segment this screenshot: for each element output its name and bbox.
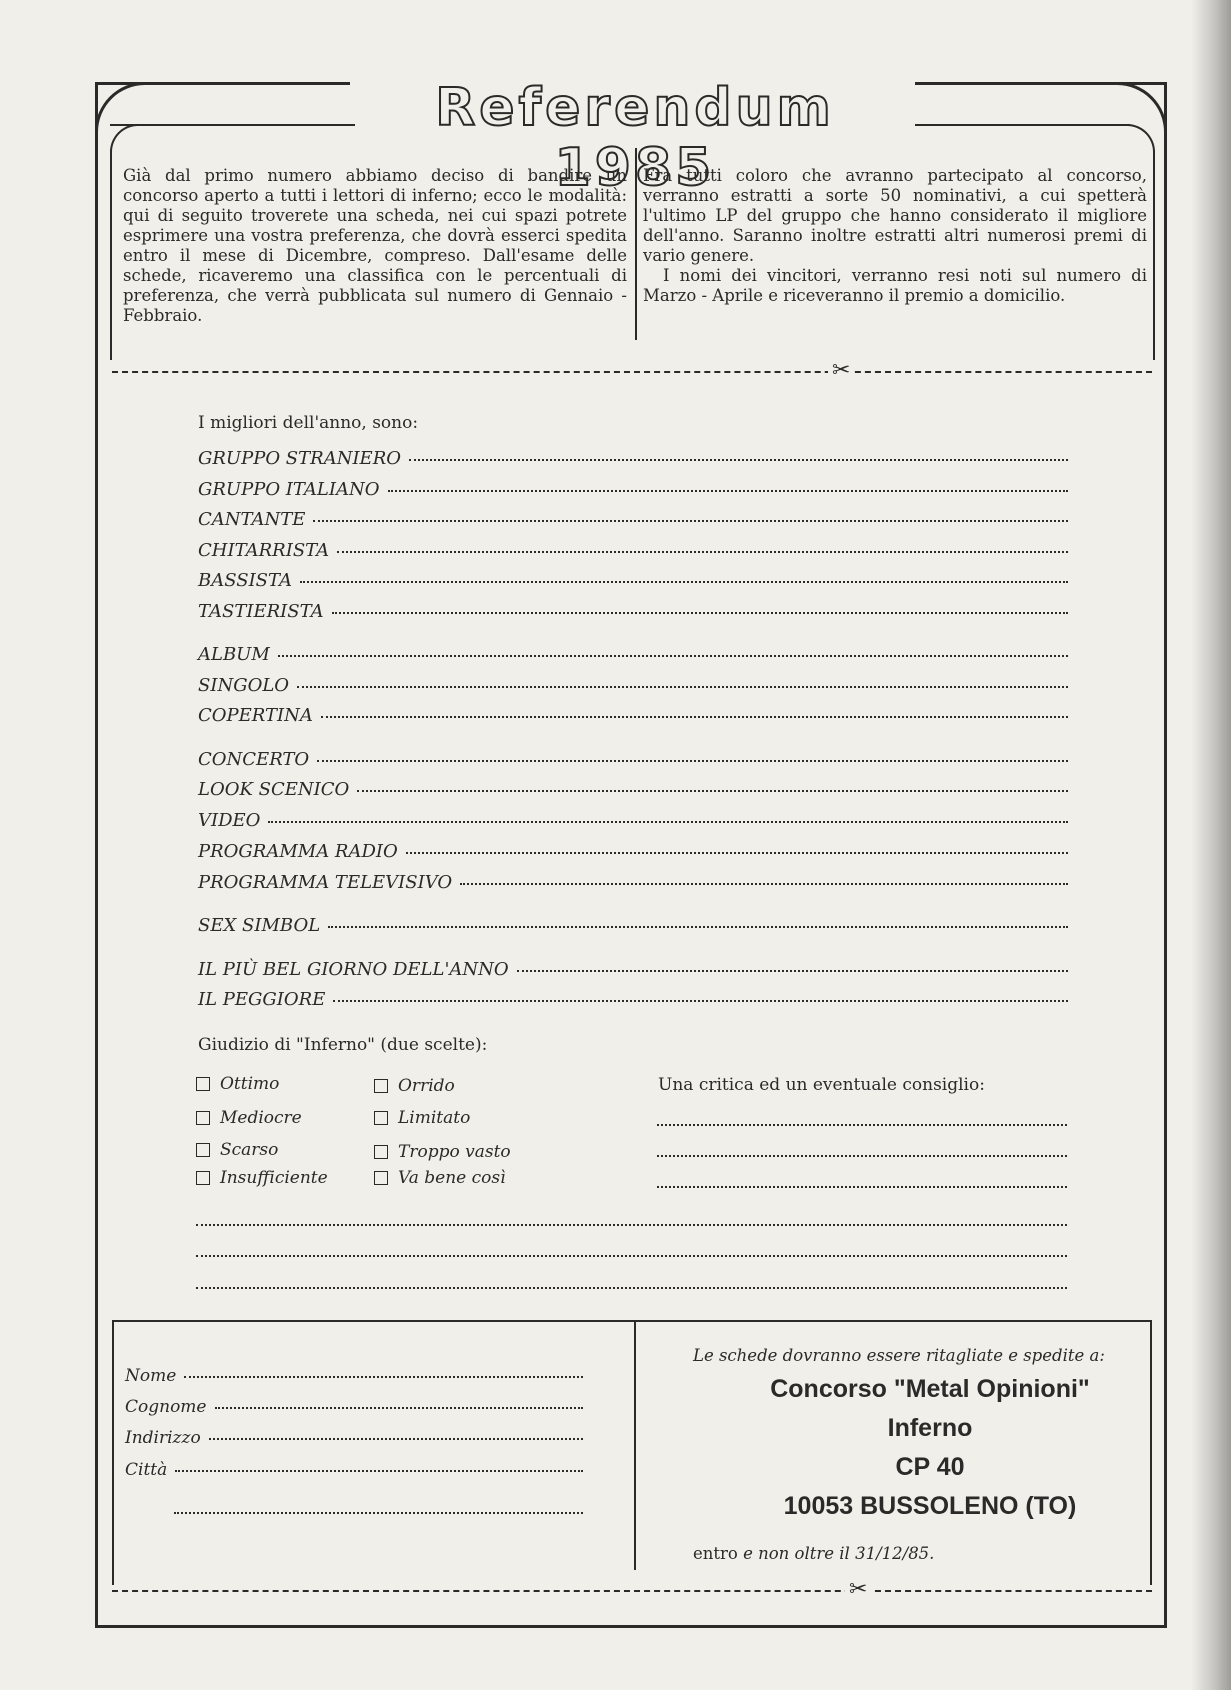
field-album[interactable]: ALBUM (198, 644, 1068, 670)
option-insufficiente[interactable]: Insufficiente (196, 1168, 328, 1188)
option-troppo-vasto[interactable]: Troppo vasto (374, 1142, 511, 1162)
field-cognome[interactable]: Cognome (125, 1397, 583, 1421)
address-box-left (112, 1320, 114, 1585)
send-note: Le schede dovranno essere ritagliate e spedite a: (693, 1346, 1105, 1365)
inner-frame-top-left (110, 124, 355, 126)
checkbox-icon[interactable] (196, 1171, 210, 1185)
address-line-2: Inferno (887, 1414, 973, 1442)
column-divider (635, 148, 637, 340)
option-mediocre[interactable]: Mediocre (196, 1108, 302, 1128)
critica-line-5[interactable] (196, 1255, 1067, 1257)
field-extra-line[interactable] (174, 1512, 583, 1514)
giudizio-title: Giudizio di "Inferno" (due scelte): (198, 1035, 488, 1055)
field-peggiore[interactable]: IL PEGGIORE (198, 989, 1068, 1015)
field-chitarrista[interactable]: CHITARRISTA (198, 540, 1068, 566)
option-limitato[interactable]: Limitato (374, 1108, 470, 1128)
mailing-address (700, 1370, 1160, 1526)
field-sex-simbol[interactable]: SEX SIMBOL (198, 915, 1068, 941)
field-video[interactable]: VIDEO (198, 810, 1068, 836)
intro-right-text (643, 166, 1147, 306)
checkbox-icon[interactable] (196, 1111, 210, 1125)
address-line-1: Concorso "Metal Opinioni" (770, 1375, 1090, 1403)
checkbox-icon[interactable] (374, 1145, 388, 1159)
intro-left-text (123, 166, 627, 326)
cut-line-bottom[interactable] (112, 1590, 1152, 1592)
field-indirizzo[interactable]: Indirizzo (125, 1428, 583, 1452)
field-tastierista[interactable]: TASTIERISTA (198, 601, 1068, 627)
scissors-icon: ✂ (828, 360, 854, 382)
address-line-4: 10053 BUSSOLENO (TO) (783, 1492, 1077, 1520)
critica-line-3[interactable] (657, 1186, 1067, 1188)
field-piu-bel-giorno[interactable]: IL PIÙ BEL GIORNO DELL'ANNO (198, 959, 1068, 985)
checkbox-icon[interactable] (196, 1143, 210, 1157)
option-ottimo[interactable]: Ottimo (196, 1074, 279, 1094)
field-look-scenico[interactable]: LOOK SCENICO (198, 779, 1068, 805)
option-scarso[interactable]: Scarso (196, 1140, 278, 1160)
field-nome[interactable]: Nome (125, 1366, 583, 1390)
checkbox-icon[interactable] (374, 1079, 388, 1093)
critica-line-2[interactable] (657, 1155, 1067, 1157)
field-bassista[interactable]: BASSISTA (198, 570, 1068, 596)
critica-title: Una critica ed un eventuale consiglio: (658, 1075, 985, 1095)
checkbox-icon[interactable] (374, 1171, 388, 1185)
page-title: Referendum 1985 (435, 78, 835, 198)
inner-frame-left (110, 150, 112, 360)
address-box-top (112, 1320, 1152, 1322)
field-programma-televisivo[interactable]: PROGRAMMA TELEVISIVO (198, 872, 1068, 898)
field-copertina[interactable]: COPERTINA (198, 705, 1068, 731)
checkbox-icon[interactable] (196, 1077, 210, 1091)
critica-line-4[interactable] (196, 1224, 1067, 1226)
field-programma-radio[interactable]: PROGRAMMA RADIO (198, 841, 1068, 867)
option-va-bene-cosi[interactable]: Va bene così (374, 1168, 506, 1188)
checkbox-icon[interactable] (374, 1111, 388, 1125)
scissors-icon: ✂ (845, 1579, 871, 1601)
critica-line-6[interactable] (196, 1287, 1067, 1289)
inner-frame-right (1153, 150, 1155, 360)
deadline: entro e non oltre il 31/12/85. (693, 1544, 935, 1563)
intro-right-paragraph-2: I nomi dei vincitori, verranno resi noti sul numero di Marzo - Aprile e riceveranno il premio a domicilio. (643, 266, 1147, 305)
field-concerto[interactable]: CONCERTO (198, 749, 1068, 775)
option-orrido[interactable]: Orrido (374, 1076, 455, 1096)
intro-right-paragraph-1: Fra tutti coloro che avranno partecipato al concorso, verranno estratti a sorte 50 nominativi, a cui spetterà l'ultimo LP del gruppo che hanno considerato il migliore dell'anno. Saranno inoltre estratti altri numerosi premi di vario genere. (643, 166, 1147, 265)
page-edge-shadow (1191, 0, 1231, 1690)
field-cantante[interactable]: CANTANTE (198, 509, 1068, 535)
inner-frame-top-right (915, 124, 1130, 126)
field-gruppo-italiano[interactable]: GRUPPO ITALIANO (198, 479, 1068, 505)
form-intro: I migliori dell'anno, sono: (198, 413, 419, 433)
field-singolo[interactable]: SINGOLO (198, 675, 1068, 701)
intro-left-paragraph: Già dal primo numero abbiamo deciso di bandire un concorso aperto a tutti i lettori di inferno; ecco le modalità: qui di seguito troverete una scheda, nei cui spazi potrete esprimere una vostra preferenza, che dovrà esserci spedita entro il mese di Dicembre, compreso. Dall'esame delle schede, ricaveremo una classifica con le percentuali di preferenza, che verrà pubblicata sul numero di Gennaio - Febbraio. (123, 166, 627, 325)
address-box-divider (634, 1320, 636, 1570)
address-line-3: CP 40 (895, 1453, 965, 1481)
field-gruppo-straniero[interactable]: GRUPPO STRANIERO (198, 448, 1068, 474)
critica-line-1[interactable] (657, 1124, 1067, 1126)
field-citta[interactable]: Città (125, 1460, 583, 1484)
cut-line-top[interactable] (112, 371, 1152, 373)
